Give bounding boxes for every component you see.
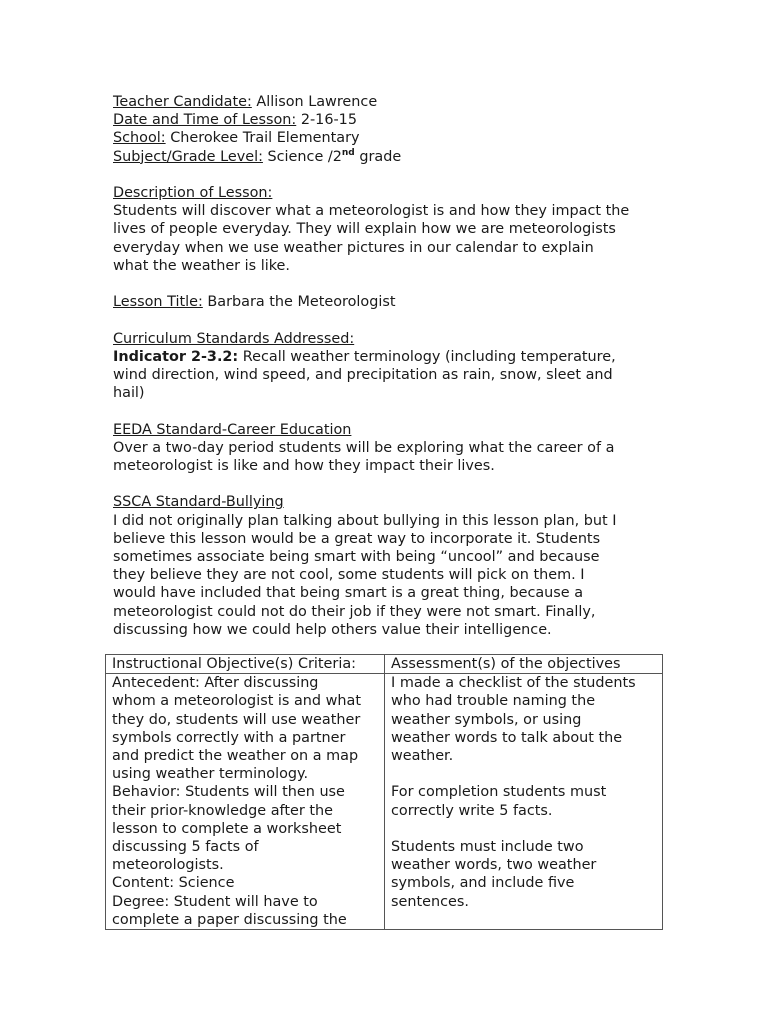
school-value: Cherokee Trail Elementary (165, 130, 360, 147)
indicator-line (113, 348, 668, 366)
cell-line: Degree: Student will have to (112, 893, 318, 910)
indicator-line: hail) (113, 385, 145, 402)
cell-line: meteorologists. (112, 857, 224, 874)
objective-criteria-cell (106, 674, 385, 930)
cell-line: weather words, two weather (391, 857, 597, 874)
grade-ordinal-suffix: nd (341, 147, 355, 158)
ssca-line: sometimes associate being smart with being “uncool” and because (113, 549, 600, 565)
ssca-line: would have included that being smart is a great thing, because a (113, 585, 584, 602)
cell-line: correctly write 5 facts. (391, 802, 553, 819)
subject-grade-suffix: grade (354, 148, 402, 165)
description-line: what the weather is like. (113, 257, 290, 274)
subject-grade-line (113, 148, 668, 166)
ssca-line: believe this lesson would be a great way to incorporate it. Students (113, 530, 601, 547)
cell-line: sentences. (391, 893, 469, 910)
cell-line: For completion students must (391, 784, 607, 801)
cell-line: using weather terminology. (112, 766, 309, 783)
objectives-table (105, 654, 663, 930)
subject-grade-label: Subject/Grade Level: (113, 148, 263, 165)
cell-line: whom a meteorologist is and what (112, 693, 361, 710)
lesson-title-value: Barbara the Meteorologist (202, 294, 396, 311)
cell-line: and predict the weather on a map (112, 748, 359, 765)
cell-line: weather. (391, 748, 454, 765)
indicator-label: Indicator 2-3.2: (113, 348, 239, 365)
cell-line: their prior-knowledge after the (112, 802, 333, 819)
cell-line: Content: Science (112, 875, 235, 892)
assessment-header: Assessment(s) of the objectives (385, 655, 663, 674)
description-heading: Description of Lesson: (113, 185, 273, 201)
cell-line: complete a paper discussing the (112, 911, 347, 928)
cell-line: weather symbols, or using (391, 711, 582, 728)
description-line: lives of people everyday. They will explain how we are meteorologists (113, 221, 616, 238)
description-line: everyday when we use weather pictures in our calendar to explain (113, 239, 594, 256)
cell-line: I made a checklist of the students (391, 675, 636, 692)
ssca-line: they believe they are not cool, some students will pick on them. I (113, 567, 585, 584)
date-time-value: 2-16-15 (296, 112, 357, 129)
cell-line: Behavior: Students will then use (112, 784, 345, 801)
teacher-candidate-label: Teacher Candidate: (113, 94, 252, 110)
lesson-title-line (113, 293, 668, 311)
date-time-line (113, 111, 668, 129)
cell-line: lesson to complete a worksheet (112, 820, 342, 837)
standards-heading: Curriculum Standards Addressed: (113, 330, 355, 347)
date-time-label: Date and Time of Lesson: (113, 112, 297, 129)
ssca-line: I did not originally plan talking about bullying in this lesson plan, but I (113, 512, 617, 529)
cell-line: symbols correctly with a partner (112, 729, 346, 746)
table-header-row (106, 655, 663, 674)
cell-line: discussing 5 facts of (112, 839, 259, 856)
eeda-line: meteorologist is like and how they impact their lives. (113, 458, 495, 474)
ssca-line: meteorologist could not do their job if they were not smart. Finally, (113, 603, 596, 620)
school-label: School: (113, 130, 166, 147)
cell-line: who had trouble naming the (391, 693, 596, 710)
teacher-candidate-value: Allison Lawrence (251, 94, 378, 110)
table-row (106, 674, 663, 930)
cell-line: symbols, and include five (391, 875, 575, 892)
lesson-plan-document (113, 93, 668, 639)
assessment-cell (385, 674, 663, 930)
teacher-candidate-line (113, 93, 668, 111)
cell-line: Antecedent: After discussing (112, 675, 319, 692)
school-line (113, 129, 668, 147)
lesson-title-label: Lesson Title: (113, 294, 203, 311)
cell-line: weather words to talk about the (391, 729, 623, 746)
description-line: Students will discover what a meteorologist is and how they impact the (113, 203, 630, 220)
indicator-line: wind direction, wind speed, and precipitation as rain, snow, sleet and (113, 367, 613, 383)
ssca-heading: SSCA Standard-Bullying (113, 494, 284, 511)
eeda-line: Over a two-day period students will be exploring what the career of a (113, 439, 615, 456)
cell-line: Students must include two (391, 839, 584, 855)
objective-criteria-header: Instructional Objective(s) Criteria: (106, 655, 385, 674)
eeda-heading: EEDA Standard-Career Education (113, 421, 352, 438)
ssca-line: discussing how we could help others value their intelligence. (113, 621, 552, 638)
cell-line: they do, students will use weather (112, 711, 361, 728)
subject-grade-value: Science /2 (262, 148, 342, 165)
indicator-text: Recall weather terminology (including temperature, (238, 348, 616, 365)
